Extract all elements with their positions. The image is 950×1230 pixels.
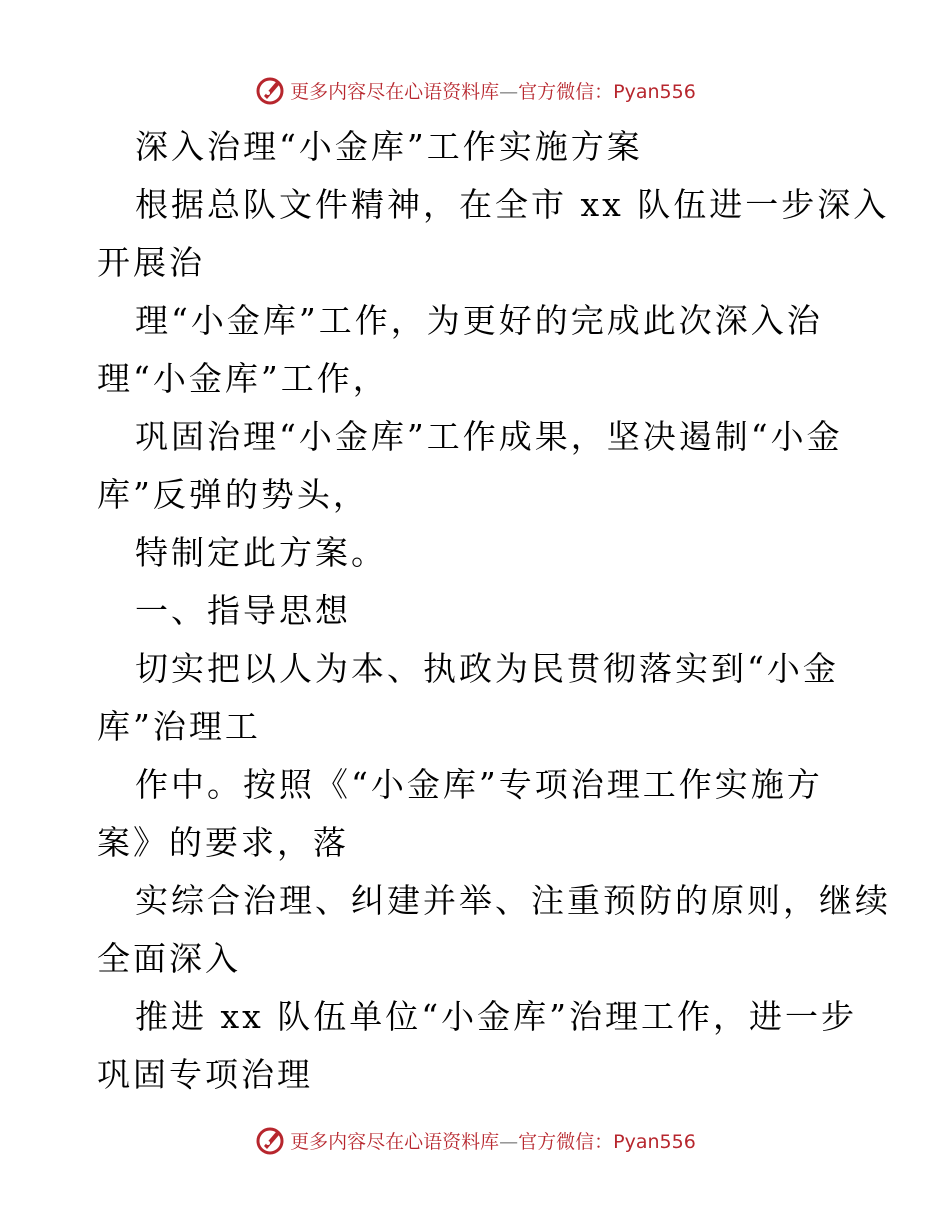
pen-nib-logo-icon [254, 1124, 286, 1156]
banner-text [290, 77, 696, 104]
banner-main-text: 更多内容尽在心语资料库 [290, 80, 500, 103]
paragraph-line: 巩固专项治理 [97, 1055, 313, 1094]
paragraph-line: 根据总队文件精神，在全市 xx 队伍进一步深入 [135, 185, 890, 224]
banner-separator: — [499, 80, 519, 103]
banner-main-text: 更多内容尽在心语资料库 [290, 1130, 500, 1153]
paragraph-line: 理“小金库”工作，为更好的完成此次深入治 [135, 301, 823, 340]
banner-contact-text: 官方微信：Pyan556 [518, 80, 696, 103]
banner-separator: — [499, 1130, 519, 1153]
paragraph-line: 案》的要求，落 [97, 823, 349, 862]
paragraph-line: 实综合治理、纠建并举、注重预防的原则，继续 [135, 881, 891, 920]
paragraph-line: 特制定此方案。 [135, 533, 387, 572]
paragraph-line: 全面深入 [97, 939, 241, 978]
document-body [97, 118, 891, 1104]
header-banner [0, 70, 950, 110]
paragraph-line: 切实把以人为本、执政为民贯彻落实到“小金 [135, 649, 839, 688]
banner-contact-text: 官方微信：Pyan556 [518, 1130, 696, 1153]
paragraph-line: 库”反弹的势头， [97, 475, 369, 514]
banner-text [290, 1127, 696, 1154]
paragraph-line: 巩固治理“小金库”工作成果，坚决遏制“小金 [135, 417, 843, 456]
section-heading: 一、指导思想 [135, 591, 351, 630]
paragraph-line: 推进 xx 队伍单位“小金库”治理工作，进一步 [135, 997, 857, 1036]
footer-banner [0, 1120, 950, 1160]
paragraph-line: 理“小金库”工作， [97, 359, 389, 398]
pen-nib-logo-icon [254, 74, 286, 106]
paragraph-line: 开展治 [97, 243, 205, 282]
document-title: 深入治理“小金库”工作实施方案 [135, 127, 643, 166]
paragraph-line: 作中。按照《“小金库”专项治理工作实施方 [135, 765, 823, 804]
paragraph-line: 库”治理工 [97, 707, 261, 746]
